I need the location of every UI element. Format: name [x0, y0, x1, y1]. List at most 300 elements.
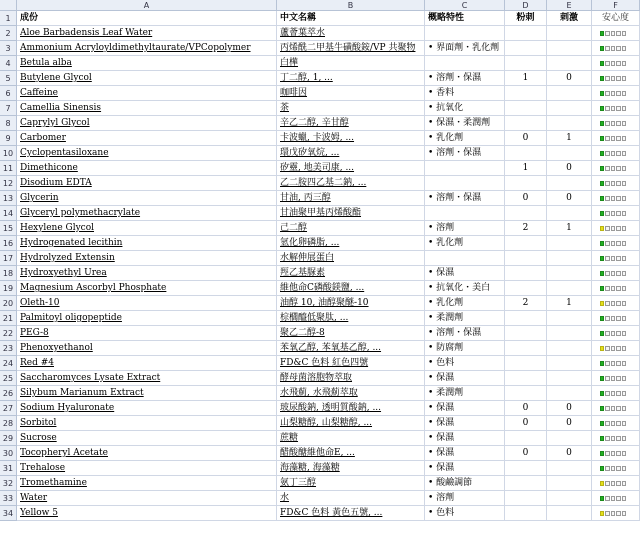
safety-bar	[600, 181, 626, 186]
safety-bar-segment	[622, 121, 626, 126]
acne-rating-cell[interactable]: 2	[505, 221, 547, 236]
safety-bar-segment	[600, 121, 604, 126]
chinese-name-cell[interactable]: 維他命C磷酸鎂鹽, ...	[277, 281, 425, 296]
safety-rating-cell[interactable]	[592, 56, 640, 71]
safety-bar-segment	[611, 166, 615, 171]
safety-rating-cell[interactable]	[592, 86, 640, 101]
irritation-rating-cell[interactable]	[547, 86, 592, 101]
acne-rating-cell[interactable]: 0	[505, 401, 547, 416]
chinese-name-cell[interactable]: 蔗糖	[277, 431, 425, 446]
acne-rating-cell[interactable]	[505, 101, 547, 116]
properties-cell[interactable]: • 保濕	[425, 416, 505, 431]
acne-rating-cell[interactable]: 0	[505, 416, 547, 431]
column-header-a[interactable]: A	[17, 0, 277, 11]
properties-cell[interactable]: • 乳化劑	[425, 131, 505, 146]
ingredient-name-cell[interactable]: Caprylyl Glycol	[17, 116, 277, 131]
acne-rating-cell[interactable]	[505, 506, 547, 521]
row-number[interactable]: 23	[0, 341, 17, 356]
ingredient-name-cell[interactable]: Sorbitol	[17, 416, 277, 431]
ingredient-name-cell[interactable]: Tocopheryl Acetate	[17, 446, 277, 461]
safety-bar-segment	[622, 31, 626, 36]
chinese-name-cell[interactable]: 玻尿酸鈉, 透明質酸鈉, ...	[277, 401, 425, 416]
ingredient-name-cell[interactable]: PEG-8	[17, 326, 277, 341]
irritation-rating-cell[interactable]	[547, 356, 592, 371]
safety-bar-segment	[611, 331, 615, 336]
ingredient-name-cell[interactable]: Glyceryl polymethacrylate	[17, 206, 277, 221]
chinese-name-cell[interactable]: 己二醇	[277, 221, 425, 236]
ingredient-name-cell[interactable]: Red #4	[17, 356, 277, 371]
safety-rating-cell[interactable]	[592, 356, 640, 371]
chinese-name-cell[interactable]: 氫化卵磷脂, ...	[277, 236, 425, 251]
irritation-rating-cell[interactable]	[547, 251, 592, 266]
chinese-name-cell[interactable]: 海藻糖, 海藻糖	[277, 461, 425, 476]
row-number[interactable]: 13	[0, 191, 17, 206]
row-number[interactable]: 3	[0, 41, 17, 56]
row-number[interactable]: 6	[0, 86, 17, 101]
row-number[interactable]: 28	[0, 416, 17, 431]
ingredient-name-cell[interactable]: Betula alba	[17, 56, 277, 71]
ingredient-name-cell[interactable]: Silybum Marianum Extract	[17, 386, 277, 401]
safety-rating-cell[interactable]	[592, 221, 640, 236]
row-number[interactable]: 20	[0, 296, 17, 311]
safety-bar-segment	[622, 316, 626, 321]
row-number[interactable]: 24	[0, 356, 17, 371]
table-row	[0, 356, 640, 371]
safety-bar-segment	[622, 76, 626, 81]
row-number[interactable]: 15	[0, 221, 17, 236]
safety-bar-segment	[605, 316, 609, 321]
properties-cell[interactable]: • 溶劑・保濕	[425, 146, 505, 161]
acne-rating-cell[interactable]: 1	[505, 161, 547, 176]
safety-rating-cell[interactable]	[592, 146, 640, 161]
safety-bar-segment	[616, 181, 620, 186]
safety-bar	[600, 211, 626, 216]
acne-rating-cell[interactable]	[505, 311, 547, 326]
row-number[interactable]: 9	[0, 131, 17, 146]
chinese-name-cell[interactable]: 丙烯酰二甲基牛磺酸銨/VP 共聚物	[277, 41, 425, 56]
irritation-rating-cell[interactable]: 1	[547, 221, 592, 236]
irritation-rating-cell[interactable]	[547, 266, 592, 281]
acne-rating-cell[interactable]	[505, 356, 547, 371]
irritation-rating-cell[interactable]	[547, 461, 592, 476]
chinese-name-cell[interactable]: 辛乙二醇, 辛甘醇	[277, 116, 425, 131]
irritation-rating-cell[interactable]	[547, 236, 592, 251]
safety-rating-cell[interactable]	[592, 476, 640, 491]
ingredient-name-cell[interactable]: Yellow 5	[17, 506, 277, 521]
safety-rating-cell[interactable]	[592, 116, 640, 131]
row-number[interactable]: 31	[0, 461, 17, 476]
safety-bar-segment	[616, 481, 620, 486]
irritation-rating-cell[interactable]: 0	[547, 71, 592, 86]
safety-bar	[600, 301, 626, 306]
irritation-rating-cell[interactable]: 0	[547, 191, 592, 206]
chinese-name-cell[interactable]: 水解伸展蛋白	[277, 251, 425, 266]
chinese-name-cell[interactable]: 環戊矽氧烷, ...	[277, 146, 425, 161]
ingredient-name-cell[interactable]: Water	[17, 491, 277, 506]
safety-rating-cell[interactable]	[592, 386, 640, 401]
row-number[interactable]: 4	[0, 56, 17, 71]
ingredient-name-cell[interactable]: Phenoxyethanol	[17, 341, 277, 356]
safety-rating-cell[interactable]	[592, 431, 640, 446]
ingredient-name-cell[interactable]: Camellia Sinensis	[17, 101, 277, 116]
row-number[interactable]: 14	[0, 206, 17, 221]
irritation-rating-cell[interactable]	[547, 386, 592, 401]
properties-cell[interactable]: • 溶劑・保濕	[425, 191, 505, 206]
acne-rating-cell[interactable]	[505, 206, 547, 221]
properties-cell[interactable]: • 抗氧化	[425, 101, 505, 116]
chinese-name-cell[interactable]: 聚乙二醇-8	[277, 326, 425, 341]
chinese-name-cell[interactable]: 蘆薈葉萃水	[277, 26, 425, 41]
properties-cell[interactable]: • 保濕	[425, 371, 505, 386]
safety-rating-cell[interactable]	[592, 236, 640, 251]
header-irritation[interactable]: 刺激	[547, 11, 592, 26]
properties-cell[interactable]: • 溶劑・保濕	[425, 71, 505, 86]
header-properties[interactable]: 概略特性	[425, 11, 505, 26]
irritation-rating-cell[interactable]: 1	[547, 296, 592, 311]
irritation-rating-cell[interactable]	[547, 491, 592, 506]
safety-rating-cell[interactable]	[592, 131, 640, 146]
row-number[interactable]: 8	[0, 116, 17, 131]
safety-bar-segment	[605, 421, 609, 426]
chinese-name-cell[interactable]: 矽靈, 地美司康, ...	[277, 161, 425, 176]
ingredient-name-cell[interactable]: Sucrose	[17, 431, 277, 446]
safety-bar-segment	[611, 406, 615, 411]
chinese-name-cell[interactable]: 丁二醇, 1, ...	[277, 71, 425, 86]
properties-cell[interactable]: • 溶劑・保濕	[425, 326, 505, 341]
safety-bar	[600, 151, 626, 156]
properties-cell[interactable]: • 柔潤劑	[425, 311, 505, 326]
row-number[interactable]: 30	[0, 446, 17, 461]
column-header-f[interactable]: F	[592, 0, 640, 11]
table-row	[0, 476, 640, 491]
irritation-rating-cell[interactable]: 0	[547, 161, 592, 176]
safety-bar-segment	[611, 376, 615, 381]
ingredient-name-cell[interactable]: Oleth-10	[17, 296, 277, 311]
ingredient-name-cell[interactable]: Butylene Glycol	[17, 71, 277, 86]
column-header-c[interactable]: C	[425, 0, 505, 11]
column-header-d[interactable]: D	[505, 0, 547, 11]
safety-bar-segment	[605, 466, 609, 471]
safety-bar-segment	[622, 136, 626, 141]
row-number[interactable]: 18	[0, 266, 17, 281]
safety-rating-cell[interactable]	[592, 176, 640, 191]
ingredient-name-cell[interactable]: Aloe Barbadensis Leaf Water	[17, 26, 277, 41]
chinese-name-cell[interactable]: 氨丁三醇	[277, 476, 425, 491]
safety-bar-segment	[616, 436, 620, 441]
ingredient-name-cell[interactable]: Carbomer	[17, 131, 277, 146]
properties-cell[interactable]: • 保濕	[425, 431, 505, 446]
safety-bar-segment	[611, 226, 615, 231]
irritation-rating-cell[interactable]	[547, 341, 592, 356]
ingredient-name-cell[interactable]: Saccharomyces Lysate Extract	[17, 371, 277, 386]
ingredient-name-cell[interactable]: Magnesium Ascorbyl Phosphate	[17, 281, 277, 296]
acne-rating-cell[interactable]	[505, 26, 547, 41]
chinese-name-cell[interactable]: 乙二胺四乙基二鈉, ...	[277, 176, 425, 191]
table-row	[0, 326, 640, 341]
acne-rating-cell[interactable]	[505, 476, 547, 491]
acne-rating-cell[interactable]	[505, 386, 547, 401]
safety-bar-segment	[600, 481, 604, 486]
safety-bar-segment	[600, 436, 604, 441]
chinese-name-cell[interactable]: 水	[277, 491, 425, 506]
acne-rating-cell[interactable]	[505, 41, 547, 56]
properties-cell[interactable]: • 柔潤劑	[425, 386, 505, 401]
irritation-rating-cell[interactable]	[547, 311, 592, 326]
irritation-rating-cell[interactable]	[547, 26, 592, 41]
acne-rating-cell[interactable]	[505, 251, 547, 266]
ingredient-name-cell[interactable]: Tromethamine	[17, 476, 277, 491]
chinese-name-cell[interactable]: FD&C 色料 黃色五號, ...	[277, 506, 425, 521]
safety-bar	[600, 271, 626, 276]
acne-rating-cell[interactable]: 0	[505, 191, 547, 206]
chinese-name-cell[interactable]: 白樺	[277, 56, 425, 71]
row-number[interactable]: 32	[0, 476, 17, 491]
row-number[interactable]: 19	[0, 281, 17, 296]
safety-rating-cell[interactable]	[592, 326, 640, 341]
acne-rating-cell[interactable]	[505, 491, 547, 506]
safety-bar	[600, 481, 626, 486]
safety-rating-cell[interactable]	[592, 191, 640, 206]
safety-bar-segment	[611, 151, 615, 156]
irritation-rating-cell[interactable]	[547, 101, 592, 116]
safety-bar-segment	[600, 271, 604, 276]
safety-bar-segment	[622, 241, 626, 246]
safety-bar-segment	[605, 76, 609, 81]
safety-rating-cell[interactable]	[592, 446, 640, 461]
irritation-rating-cell[interactable]	[547, 206, 592, 221]
irritation-rating-cell[interactable]	[547, 281, 592, 296]
irritation-rating-cell[interactable]: 0	[547, 446, 592, 461]
safety-rating-cell[interactable]	[592, 251, 640, 266]
safety-bar-segment	[605, 331, 609, 336]
safety-bar-segment	[605, 361, 609, 366]
chinese-name-cell[interactable]: 茶	[277, 101, 425, 116]
irritation-rating-cell[interactable]	[547, 371, 592, 386]
properties-cell[interactable]: • 保濕	[425, 461, 505, 476]
table-row	[0, 506, 640, 521]
properties-cell[interactable]: • 色料	[425, 506, 505, 521]
irritation-rating-cell[interactable]	[547, 476, 592, 491]
ingredient-name-cell[interactable]: Cyclopentasiloxane	[17, 146, 277, 161]
irritation-rating-cell[interactable]	[547, 41, 592, 56]
safety-bar-segment	[611, 361, 615, 366]
ingredient-name-cell[interactable]: Caffeine	[17, 86, 277, 101]
ingredient-name-cell[interactable]: Hydrolyzed Extensin	[17, 251, 277, 266]
properties-cell[interactable]: • 保濕	[425, 446, 505, 461]
row-number[interactable]: 17	[0, 251, 17, 266]
ingredient-name-cell[interactable]: Disodium EDTA	[17, 176, 277, 191]
row-number[interactable]: 26	[0, 386, 17, 401]
safety-rating-cell[interactable]	[592, 416, 640, 431]
irritation-rating-cell[interactable]	[547, 506, 592, 521]
acne-rating-cell[interactable]	[505, 116, 547, 131]
safety-bar	[600, 106, 626, 111]
acne-rating-cell[interactable]	[505, 176, 547, 191]
safety-bar-segment	[605, 496, 609, 501]
properties-cell[interactable]	[425, 206, 505, 221]
safety-bar-segment	[611, 436, 615, 441]
row-number[interactable]: 25	[0, 371, 17, 386]
chinese-name-cell[interactable]: 醋酸醣維他命E, ...	[277, 446, 425, 461]
safety-bar-segment	[616, 406, 620, 411]
chinese-name-cell[interactable]: 甘油聚甲基丙烯酸酯	[277, 206, 425, 221]
safety-rating-cell[interactable]	[592, 341, 640, 356]
row-number[interactable]: 27	[0, 401, 17, 416]
properties-cell[interactable]: • 香料	[425, 86, 505, 101]
irritation-rating-cell[interactable]	[547, 116, 592, 131]
chinese-name-cell[interactable]: 棕櫚醯低聚肽, ...	[277, 311, 425, 326]
row-number[interactable]: 16	[0, 236, 17, 251]
header-chinese-name[interactable]: 中文名稱	[277, 11, 425, 26]
safety-rating-cell[interactable]	[592, 41, 640, 56]
safety-bar-segment	[616, 421, 620, 426]
irritation-rating-cell[interactable]: 0	[547, 416, 592, 431]
irritation-rating-cell[interactable]	[547, 56, 592, 71]
safety-bar-segment	[622, 466, 626, 471]
properties-cell[interactable]	[425, 251, 505, 266]
safety-rating-cell[interactable]	[592, 26, 640, 41]
safety-bar-segment	[616, 316, 620, 321]
properties-cell[interactable]: • 抗氧化・美白	[425, 281, 505, 296]
ingredient-name-cell[interactable]: Sodium Hyaluronate	[17, 401, 277, 416]
ingredient-name-cell[interactable]: Hydrogenated lecithin	[17, 236, 277, 251]
acne-rating-cell[interactable]: 0	[505, 446, 547, 461]
acne-rating-cell[interactable]	[505, 326, 547, 341]
row-number[interactable]: 7	[0, 101, 17, 116]
properties-cell[interactable]	[425, 176, 505, 191]
properties-cell[interactable]: • 保濕	[425, 401, 505, 416]
acne-rating-cell[interactable]	[505, 431, 547, 446]
properties-cell[interactable]: • 色料	[425, 356, 505, 371]
acne-rating-cell[interactable]	[505, 56, 547, 71]
chinese-name-cell[interactable]: 咖啡因	[277, 86, 425, 101]
irritation-rating-cell[interactable]	[547, 176, 592, 191]
ingredient-name-cell[interactable]: Palmitoyl oligopeptide	[17, 311, 277, 326]
chinese-name-cell[interactable]: 酵母菌溶胞物萃取	[277, 371, 425, 386]
safety-rating-cell[interactable]	[592, 296, 640, 311]
irritation-rating-cell[interactable]	[547, 431, 592, 446]
safety-rating-cell[interactable]	[592, 461, 640, 476]
irritation-rating-cell[interactable]: 0	[547, 401, 592, 416]
ingredient-name-cell[interactable]: Ammonium Acryloyldimethyltaurate/VPCopolymer	[17, 41, 277, 56]
chinese-name-cell[interactable]: 卡波蠟, 卡波姆, ...	[277, 131, 425, 146]
acne-rating-cell[interactable]: 0	[505, 131, 547, 146]
row-number[interactable]: 12	[0, 176, 17, 191]
acne-rating-cell[interactable]: 2	[505, 296, 547, 311]
chinese-name-cell[interactable]: 山梨糖醇, 山梨糖醇, ...	[277, 416, 425, 431]
acne-rating-cell[interactable]: 1	[505, 71, 547, 86]
properties-cell[interactable]: • 乳化劑	[425, 296, 505, 311]
ingredient-name-cell[interactable]: Glycerin	[17, 191, 277, 206]
safety-rating-cell[interactable]	[592, 206, 640, 221]
row-number[interactable]: 21	[0, 311, 17, 326]
properties-cell[interactable]: • 溶劑	[425, 221, 505, 236]
acne-rating-cell[interactable]	[505, 266, 547, 281]
row-number[interactable]: 33	[0, 491, 17, 506]
properties-cell[interactable]	[425, 161, 505, 176]
acne-rating-cell[interactable]	[505, 236, 547, 251]
header-safety[interactable]: 安心度	[592, 11, 640, 26]
chinese-name-cell[interactable]: 羥乙基脲素	[277, 266, 425, 281]
chinese-name-cell[interactable]: 苯氧乙醇, 苯氧基乙醇, ...	[277, 341, 425, 356]
safety-bar-segment	[616, 61, 620, 66]
chinese-name-cell[interactable]: 甘油, 丙三醇	[277, 191, 425, 206]
header-acne[interactable]: 粉刺	[505, 11, 547, 26]
ingredient-name-cell[interactable]: Hexylene Glycol	[17, 221, 277, 236]
ingredient-name-cell[interactable]: Trehalose	[17, 461, 277, 476]
table-row	[0, 116, 640, 131]
header-ingredient[interactable]: 成份	[17, 11, 277, 26]
safety-bar	[600, 46, 626, 51]
row-number[interactable]: 11	[0, 161, 17, 176]
chinese-name-cell[interactable]: FD&C 色料 紅色四號	[277, 356, 425, 371]
irritation-rating-cell[interactable]	[547, 326, 592, 341]
acne-rating-cell[interactable]	[505, 86, 547, 101]
row-number[interactable]: 34	[0, 506, 17, 521]
row-number[interactable]: 2	[0, 26, 17, 41]
safety-rating-cell[interactable]	[592, 101, 640, 116]
properties-cell[interactable]: • 界面劑・乳化劑	[425, 41, 505, 56]
safety-bar-segment	[622, 91, 626, 96]
safety-rating-cell[interactable]	[592, 491, 640, 506]
safety-rating-cell[interactable]	[592, 71, 640, 86]
irritation-rating-cell[interactable]: 1	[547, 131, 592, 146]
safety-bar-segment	[611, 106, 615, 111]
safety-bar-segment	[622, 226, 626, 231]
chinese-name-cell[interactable]: 水飛薊, 水飛薊萃取	[277, 386, 425, 401]
acne-rating-cell[interactable]	[505, 461, 547, 476]
row-number[interactable]: 29	[0, 431, 17, 446]
safety-bar-segment	[611, 391, 615, 396]
properties-cell[interactable]: • 保濕・柔潤劑	[425, 116, 505, 131]
safety-rating-cell[interactable]	[592, 161, 640, 176]
column-header-e[interactable]: E	[547, 0, 592, 11]
safety-bar-segment	[605, 121, 609, 126]
safety-bar-segment	[611, 91, 615, 96]
properties-cell[interactable]: • 溶劑	[425, 491, 505, 506]
properties-cell[interactable]: • 酸鹼調節	[425, 476, 505, 491]
safety-bar-segment	[605, 196, 609, 201]
acne-rating-cell[interactable]	[505, 371, 547, 386]
table-row	[0, 26, 640, 41]
safety-rating-cell[interactable]	[592, 266, 640, 281]
safety-rating-cell[interactable]	[592, 371, 640, 386]
properties-cell[interactable]	[425, 26, 505, 41]
irritation-rating-cell[interactable]	[547, 146, 592, 161]
safety-rating-cell[interactable]	[592, 401, 640, 416]
row-number[interactable]: 1	[0, 11, 17, 26]
properties-cell[interactable]	[425, 56, 505, 71]
column-header-b[interactable]: B	[277, 0, 425, 11]
safety-rating-cell[interactable]	[592, 506, 640, 521]
ingredient-name-cell[interactable]: Hydroxyethyl Urea	[17, 266, 277, 281]
properties-cell[interactable]: • 防腐劑	[425, 341, 505, 356]
ingredient-name-cell[interactable]: Dimethicone	[17, 161, 277, 176]
row-number[interactable]: 22	[0, 326, 17, 341]
safety-bar	[600, 61, 626, 66]
acne-rating-cell[interactable]	[505, 341, 547, 356]
properties-cell[interactable]: • 乳化劑	[425, 236, 505, 251]
row-number[interactable]: 10	[0, 146, 17, 161]
safety-rating-cell[interactable]	[592, 281, 640, 296]
row-number[interactable]: 5	[0, 71, 17, 86]
acne-rating-cell[interactable]	[505, 281, 547, 296]
safety-rating-cell[interactable]	[592, 311, 640, 326]
select-all-corner[interactable]	[0, 0, 17, 11]
properties-cell[interactable]: • 保濕	[425, 266, 505, 281]
acne-rating-cell[interactable]	[505, 146, 547, 161]
chinese-name-cell[interactable]: 油醇 10, 油醇聚醚-10	[277, 296, 425, 311]
